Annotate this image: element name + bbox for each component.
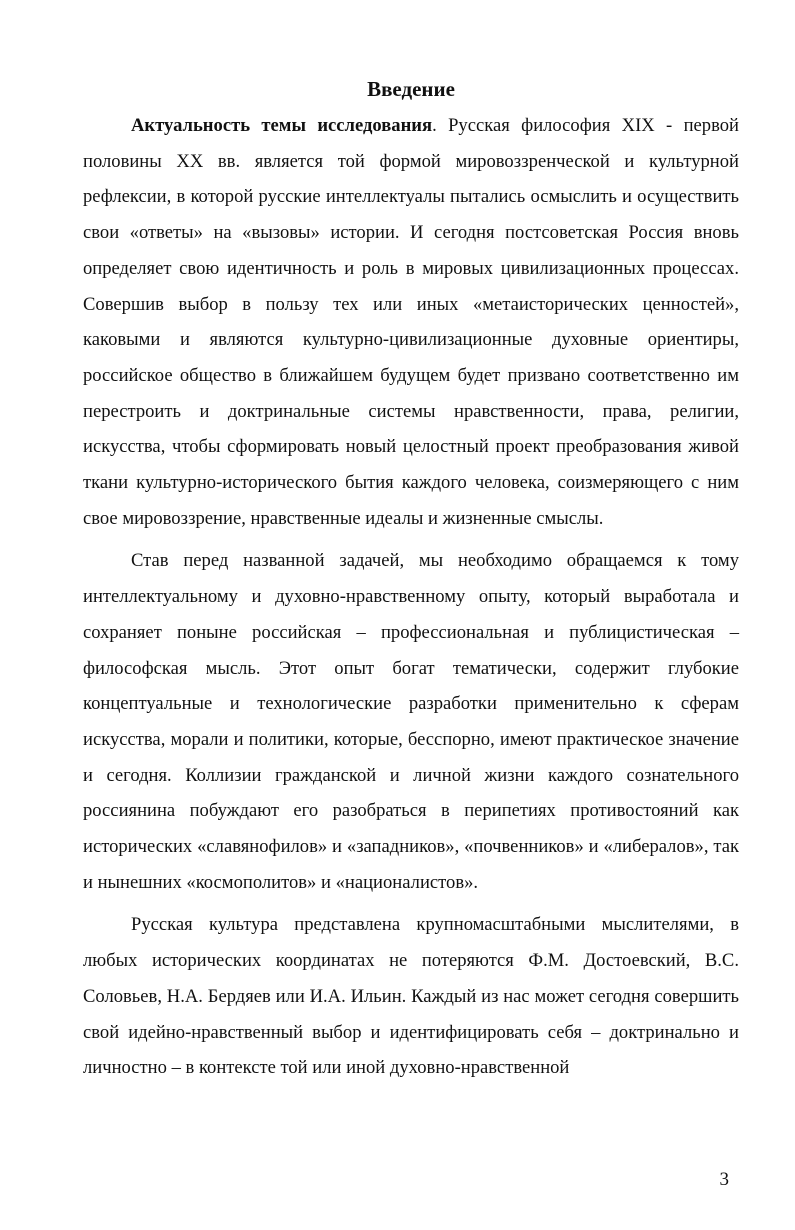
paragraph-culture: Русская культура представлена крупномасштабными мыслителями, в любых исторических координатах не потеряются Ф.М. Достоевский, В.С. Соловьев, Н.А. Бердяев или И.А. Ильин. Каждый из нас может сегодня совершить свой идейно-нравственный выбор и идентифицировать себя – доктринально и личностно – в контексте той или иной духовно-нравственной bbox=[83, 914, 739, 1079]
paragraph-task: Став перед названной задачей, мы необходимо обращаемся к тому интеллектуальному и духовно-нравственному опыту, который выработала и сохраняет поныне российская – профессиональная и публицистическая – философская мысль. Этот опыт богат тематически, содержит глубокие концептуальные и технологические разработки применительно к сферам искусства, морали и политики, которые, бесспорно, имеют практическое значение и сегодня. Коллизии гражданской и личной жизни каждого сознательного россиянина побуждают его разобраться в перипетиях противостояний как исторических «славянофилов» и «западников», «почвенников» и «либералов», так и нынешних «космополитов» и «националистов». bbox=[83, 550, 739, 893]
paragraph-relevance bbox=[83, 108, 739, 536]
relevance-heading: Актуальность темы исследования bbox=[131, 115, 433, 136]
page-number: 3 bbox=[719, 1169, 729, 1190]
page-title: Введение bbox=[367, 77, 455, 101]
relevance-heading-punct: . bbox=[432, 115, 449, 136]
document-page bbox=[83, 74, 739, 1086]
relevance-text: Русская философия XIX - первой половины XX вв. является той формой мировоззренческой и культурной рефлексии, в которой русские интеллектуалы пытались осмыслить и осуществить свои «ответы» на «вызовы» истории. И сегодня постсоветская Россия вновь определяет свою идентичность и роль в мировых цивилизационных процессах. Совершив выбор в пользу тех или иных «метаисторических ценностей», каковыми и являются культурно-цивилизационные духовные ориентиры, российское общество в ближайшем будущем будет призвано соответственно им перестроить и доктринальные системы нравственности, права, религии, искусства, чтобы сформировать новый целостный проект преобразования живой ткани культурно-исторического бытия каждого человека, соизмеряющего с ним свое мировоззрение, нравственные идеалы и жизненные смыслы. bbox=[83, 115, 740, 529]
